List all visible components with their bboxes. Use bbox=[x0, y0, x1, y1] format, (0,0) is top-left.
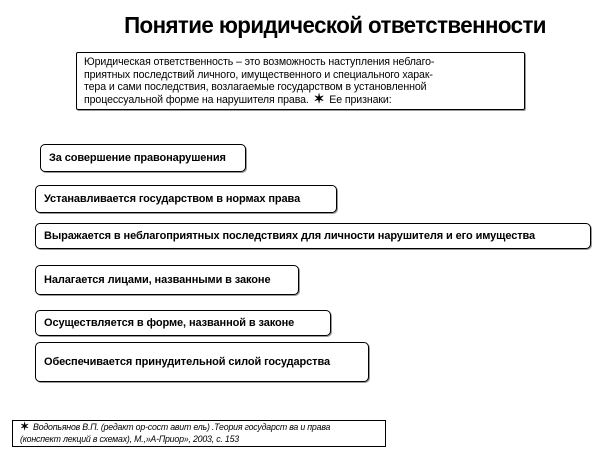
star-icon: ✶ bbox=[313, 90, 325, 106]
footnote-line-1 bbox=[20, 422, 385, 434]
feature-box-consequences bbox=[35, 223, 591, 249]
features-lead: Ее признаки: bbox=[329, 93, 392, 106]
feature-box-persons bbox=[35, 265, 299, 295]
definition-line: приятных последствий личного, имущественного и специального харак- bbox=[84, 68, 433, 81]
feature-label: Обеспечивается принудительной силой государства bbox=[44, 356, 331, 368]
feature-box-state-norms bbox=[35, 185, 337, 213]
feature-label: Устанавливается государством в нормах права bbox=[44, 193, 301, 205]
definition-line: Юридическая ответственность – это возможность наступления неблаго- bbox=[84, 56, 435, 68]
definition-box bbox=[76, 52, 525, 110]
footnote-box bbox=[12, 420, 386, 447]
feature-box-form bbox=[35, 310, 331, 336]
slide-title: Понятие юридической ответственности bbox=[124, 12, 546, 38]
feature-box-enforcement bbox=[35, 342, 369, 382]
feature-label: Выражается в неблагоприятных последствиях для личности нарушителя и его имущества bbox=[44, 230, 536, 242]
definition-line: процессуальной форме на нарушителя права. bbox=[84, 93, 309, 106]
definition-last-line bbox=[84, 90, 520, 107]
footnote-source: Водопьянов В.П. (редакт ор-сост авит ель) .Теория государст ва и права bbox=[33, 422, 331, 432]
footnote-line-2: (конспект лекций в схемах), М.,»А-Приор», 2003, с. 153 bbox=[20, 433, 239, 444]
star-icon: ✶ bbox=[20, 421, 30, 433]
feature-label: За совершение правонарушения bbox=[49, 152, 226, 164]
feature-box-offense bbox=[40, 144, 246, 172]
feature-label: Налагается лицами, названными в законе bbox=[44, 274, 271, 286]
definition-line: тера и сами последствия, возлагаемые государством в установленной bbox=[84, 81, 427, 94]
feature-label: Осуществляется в форме, названной в законе bbox=[44, 317, 295, 329]
